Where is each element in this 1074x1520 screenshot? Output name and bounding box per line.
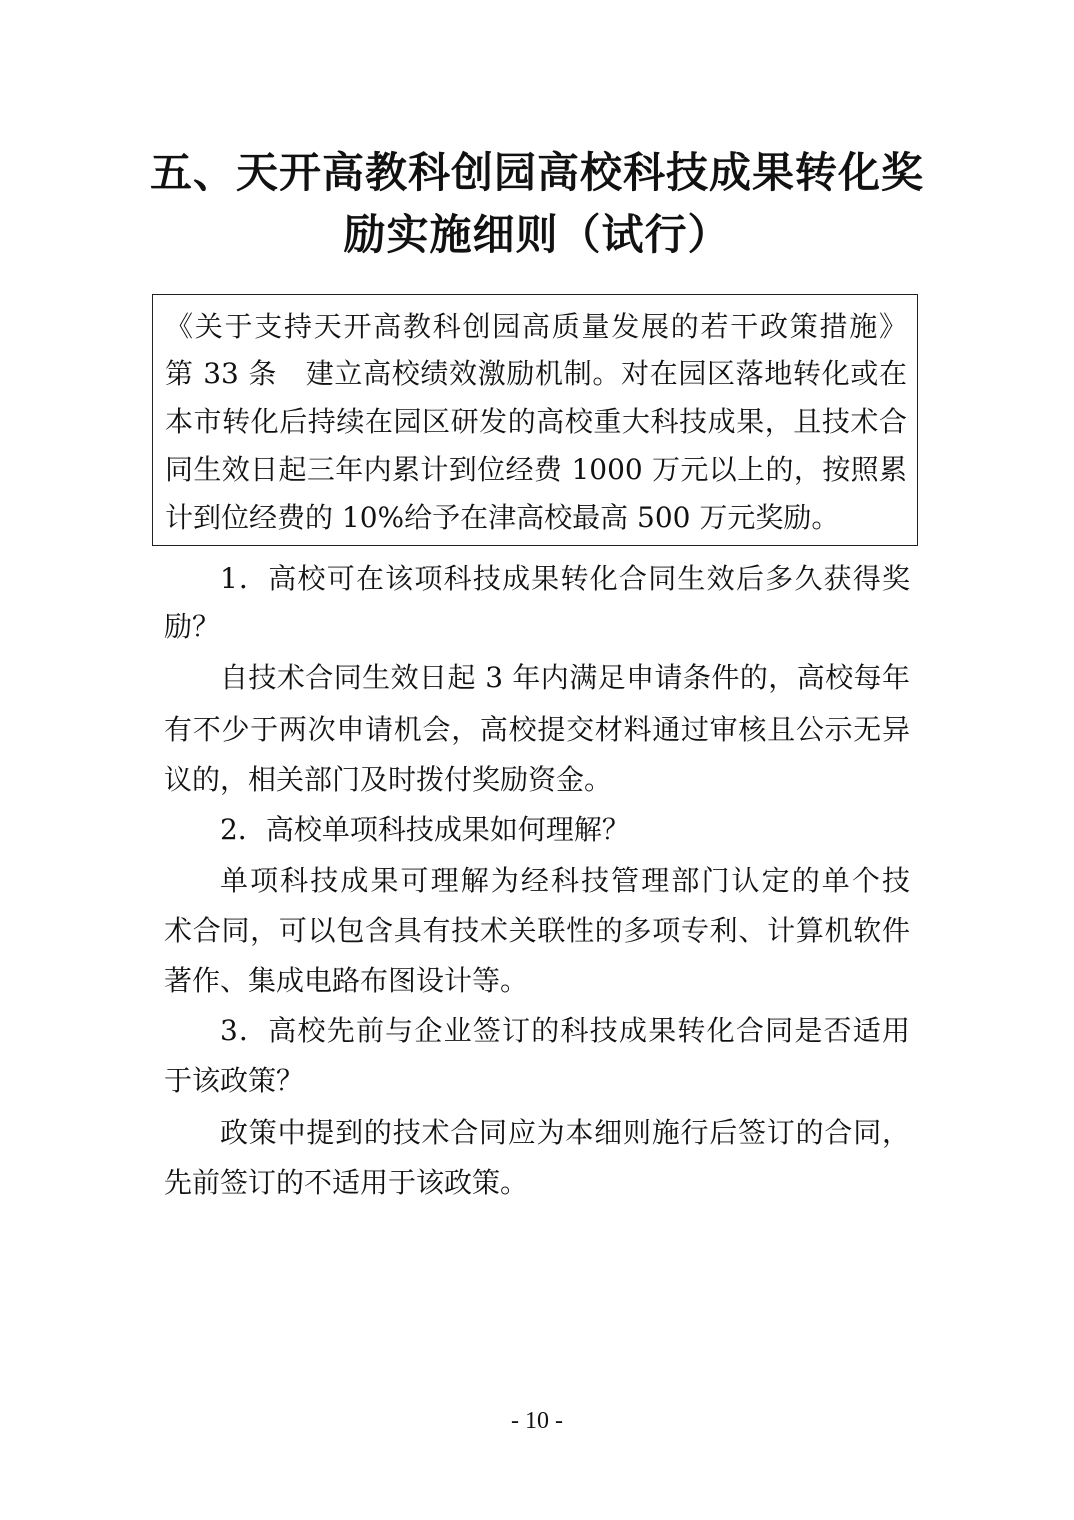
faq-answer-1-cont: 议的，相关部门及时拨付奖励资金。 [164,763,613,796]
document-title-line-2: 励实施细则（试行） [343,210,731,259]
faq-answer-2-cont: 术合同，可以包含具有技术关联性的多项专利、计算机软件 [164,914,910,947]
page-number: - 10 - [511,1408,563,1434]
faq-question-2: 2．高校单项科技成果如何理解？ [220,813,630,846]
faq-question-1: 1．高校可在该项科技成果转化合同生效后多久获得奖 [220,562,910,595]
faq-answer-3: 政策中提到的技术合同应为本细则施行后签订的合同， [220,1116,910,1149]
policy-line: 同生效日起三年内累计到位经费 1000 万元以上的，按照累 [165,453,907,486]
policy-line: 《关于支持天开高教科创园高质量发展的若干政策措施》 [165,310,907,343]
faq-answer-2: 单项科技成果可理解为经科技管理部门认定的单个技 [220,864,910,897]
faq-question-3: 3．高校先前与企业签订的科技成果转化合同是否适用 [220,1014,910,1047]
faq-answer-2-cont: 著作、集成电路布图设计等。 [164,964,529,997]
faq-question-3-cont: 于该政策？ [164,1064,305,1097]
policy-line: 本市转化后持续在园区研发的高校重大科技成果，且技术合 [165,405,907,438]
faq-question-1-cont: 励？ [164,610,221,643]
document-title-line-1: 五、天开高教科创园高校科技成果转化奖 [149,148,924,197]
faq-answer-3-cont: 先前签订的不适用于该政策。 [164,1166,529,1199]
policy-line: 计到位经费的 10%给予在津高校最高 500 万元奖励。 [165,501,840,534]
faq-answer-1-cont: 有不少于两次申请机会，高校提交材料通过审核且公示无异 [164,713,910,746]
policy-line: 第 33 条 建立高校绩效激励机制。对在园区落地转化或在 [165,357,907,390]
policy-excerpt-box [152,294,918,546]
faq-answer-1: 自技术合同生效日起 3 年内满足申请条件的，高校每年 [220,661,910,694]
